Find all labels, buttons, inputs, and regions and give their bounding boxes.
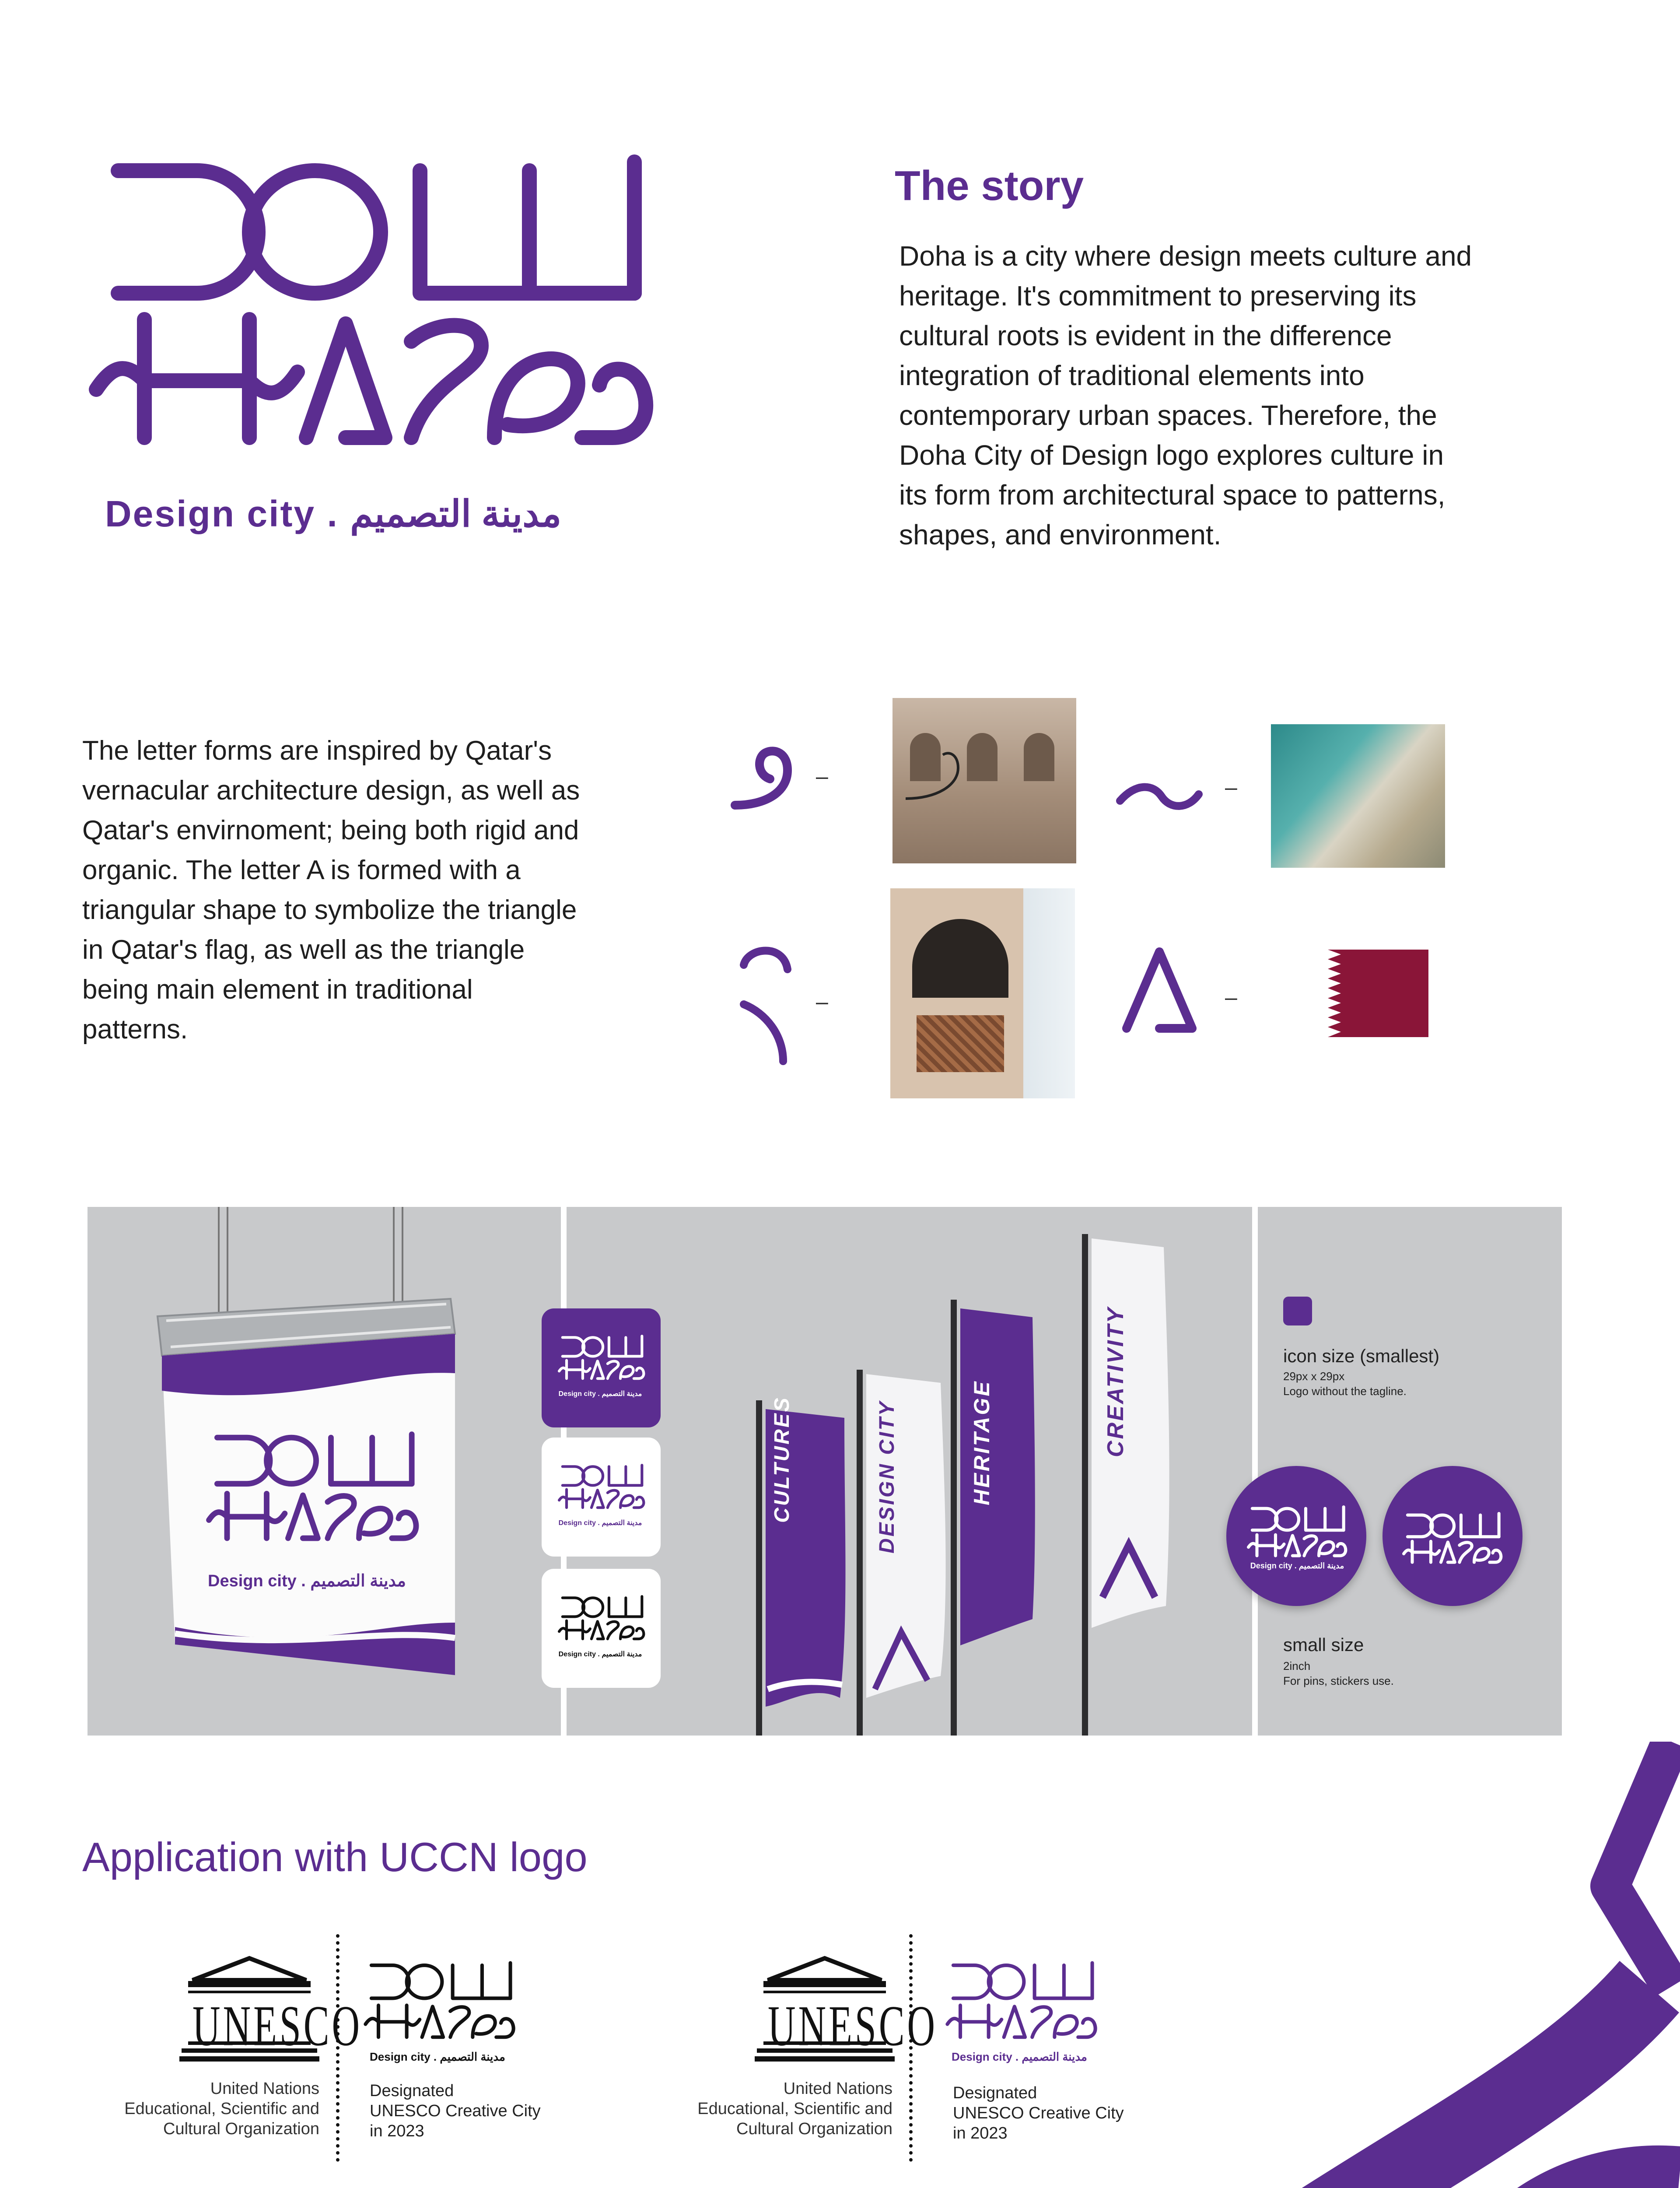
- org-line3-2: Cultural Organization: [736, 2120, 892, 2138]
- unesco-wordmark-2: UNESCO: [768, 1995, 938, 2058]
- triangle-a-glyph-icon: [1113, 941, 1205, 1037]
- org-line1-1: United Nations: [210, 2079, 319, 2098]
- tile-tagline-purple: Design city . مدينة التصميم: [558, 1390, 642, 1398]
- desig-line2-1: UNESCO Creative City: [370, 2102, 541, 2120]
- dash-2: –: [1225, 775, 1237, 799]
- dash-3: –: [816, 989, 828, 1014]
- uccn-logo-black: [363, 1960, 516, 2043]
- dotted-divider-2: [909, 1934, 913, 2162]
- banner-logo: [206, 1431, 420, 1546]
- qatar-flag-icon: [1297, 950, 1428, 1037]
- pin-tagline: Design city . مدينة التصميم: [1250, 1561, 1344, 1570]
- icon-size-note: Logo without the tagline.: [1283, 1385, 1407, 1398]
- coastline-photo: [1271, 724, 1445, 868]
- org-line3-1: Cultural Organization: [163, 2120, 319, 2138]
- org-line2-1: Educational, Scientific and: [124, 2100, 319, 2118]
- letterforms-body: The letter forms are inspired by Qatar's vernacular architecture design, as well as Qatar's envirnoment; being both rigid and organic. The letter A is formed with a triangular shape to symbolize the triangle in Qatar's flag, as well as the triangle being main element in traditional patterns.: [82, 736, 580, 1045]
- org-line1-2: United Nations: [783, 2079, 892, 2098]
- wave-glyph-icon: [1113, 779, 1205, 814]
- hero-tagline: Design city . مدينة التصميم: [105, 493, 562, 534]
- architecture-photo-2: [890, 888, 1075, 1098]
- story-body: Doha is a city where design meets culture and heritage. It's commitment to preserving its cultural roots is evident in the difference integration of traditional elements into contemporary urban spaces. Therefore, the Doha City of Design logo explores culture in its form from architectural space to patterns, shapes, and environment.: [899, 240, 1472, 551]
- small-size-note: For pins, stickers use.: [1283, 1674, 1394, 1687]
- uccn-logo-purple: [945, 1960, 1098, 2043]
- uccn-title: Application with UCCN logo: [82, 1834, 588, 1880]
- architecture-photo-1: [892, 698, 1076, 863]
- small-size-title: small size: [1283, 1634, 1364, 1655]
- flag-label-creativity: CREATIVITY: [1103, 1306, 1128, 1457]
- dash-4: –: [1225, 985, 1237, 1010]
- desig-line2-2: UNESCO Creative City: [953, 2104, 1124, 2122]
- desig-line1-2: Designated: [953, 2084, 1037, 2102]
- pin-logo-no-tagline: [1402, 1512, 1503, 1566]
- story-title: The story: [895, 162, 1084, 209]
- doha-logo-main: [83, 153, 661, 459]
- flag-label-cultures: CULTURES: [770, 1396, 794, 1523]
- tile-tagline-white-black: Design city . مدينة التصميم: [558, 1651, 642, 1658]
- icon-size-title: icon size (smallest): [1283, 1346, 1440, 1366]
- org-line2-2: Educational, Scientific and: [697, 2100, 892, 2118]
- small-size-dims: 2inch: [1283, 1659, 1311, 1673]
- waw-glyph-icon: [726, 740, 801, 814]
- tile-logo-white-black: [558, 1595, 645, 1642]
- icon-size-dims: 29px x 29px: [1283, 1370, 1345, 1383]
- desig-line3-2: in 2023: [953, 2124, 1008, 2142]
- uccn-tagline-black: Design city . مدينة التصميم: [370, 2050, 505, 2063]
- desig-line3-1: in 2023: [370, 2122, 424, 2140]
- pin-logo-with-tagline: [1247, 1505, 1348, 1560]
- tile-logo-purple: [558, 1335, 645, 1382]
- tile-tagline-white-purple: Design city . مدينة التصميم: [558, 1519, 642, 1527]
- tile-logo-white-purple: [558, 1464, 645, 1511]
- uccn-tagline-purple: Design city . مدينة التصميم: [952, 2050, 1087, 2063]
- dotted-divider-1: [336, 1934, 340, 2162]
- desig-line1-1: Designated: [370, 2082, 454, 2100]
- dash-1: –: [816, 764, 828, 789]
- flag-label-heritage: HERITAGE: [970, 1380, 994, 1505]
- app-icon-small: [1283, 1297, 1312, 1325]
- decorative-brand-shape: [1028, 1742, 1680, 2188]
- unesco-wordmark-1: UNESCO: [192, 1995, 363, 2058]
- banner-tagline: Design city . مدينة التصميم: [208, 1572, 406, 1590]
- arch-glyph-icon: [735, 939, 796, 1066]
- flag-label-design-city: DESIGN CITY: [875, 1400, 899, 1553]
